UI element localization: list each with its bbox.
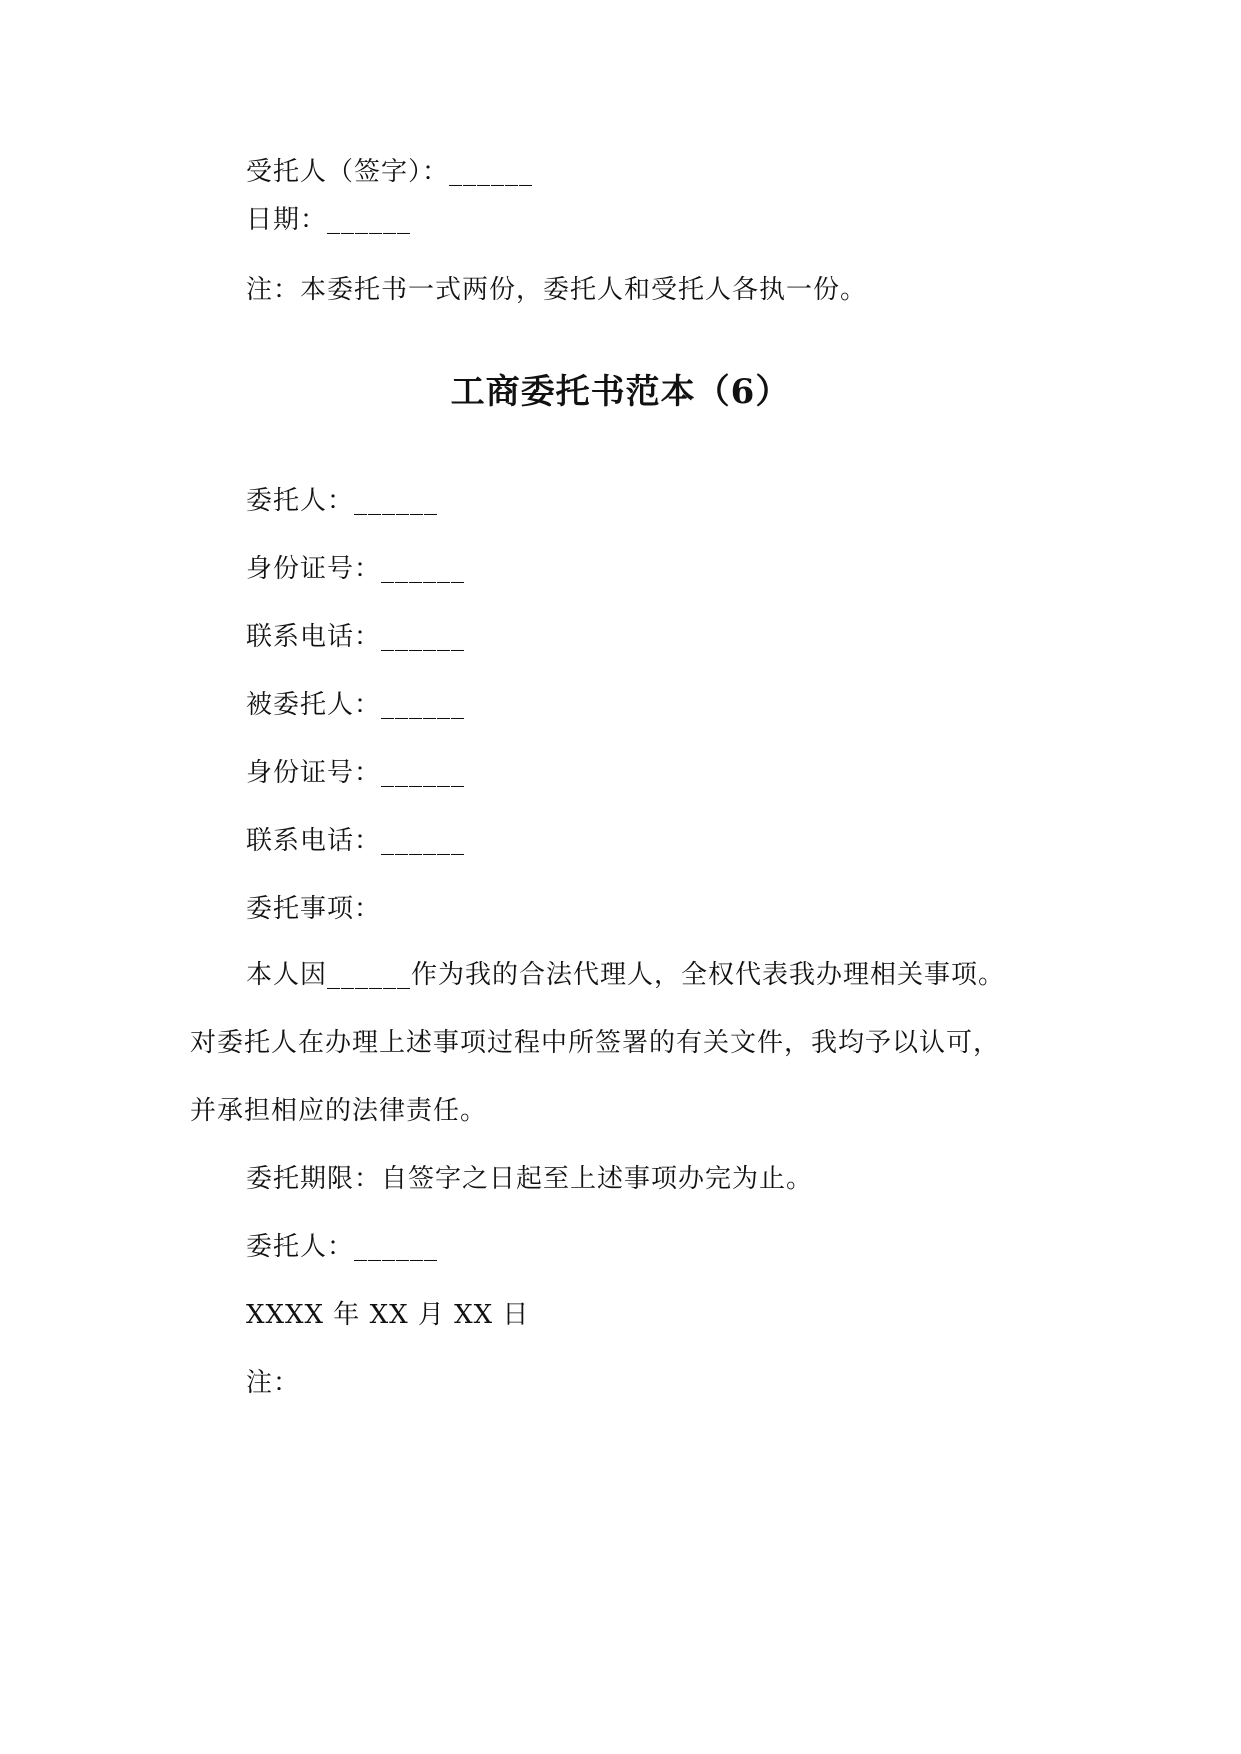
- copies-note: 注：本委托书一式两份，委托人和受托人各执一份。: [246, 275, 868, 305]
- body-paragraph-line-1: 本人因______作为我的合法代理人，全权代表我办理相关事项。: [246, 960, 1006, 990]
- principal-line: 委托人：______: [246, 486, 439, 516]
- agent-phone-line: 联系电话：______: [246, 826, 466, 856]
- principal-phone-line: 联系电话：______: [246, 622, 466, 652]
- signature-line: 委托人：______: [246, 1232, 439, 1262]
- agent-signature-line: 受托人（签字）：______: [246, 157, 534, 187]
- body-paragraph-line-2: 对委托人在办理上述事项过程中所签署的有关文件，我均予以认可，: [190, 1028, 1001, 1058]
- date-line: 日期：______: [246, 205, 412, 235]
- note-line: 注：: [246, 1368, 301, 1398]
- agent-id-line: 身份证号：______: [246, 758, 466, 788]
- body-paragraph-line-3: 并承担相应的法律责任。: [190, 1096, 488, 1126]
- term-line: 委托期限：自签字之日起至上述事项办完为止。: [246, 1164, 814, 1194]
- matters-heading: 委托事项：: [246, 894, 382, 924]
- date-placeholder-line: XXXX 年 XX 月 XX 日: [246, 1300, 530, 1330]
- agent-line: 被委托人：______: [246, 690, 466, 720]
- document-title: 工商委托书范本（6）: [450, 372, 791, 412]
- principal-id-line: 身份证号：______: [246, 554, 466, 584]
